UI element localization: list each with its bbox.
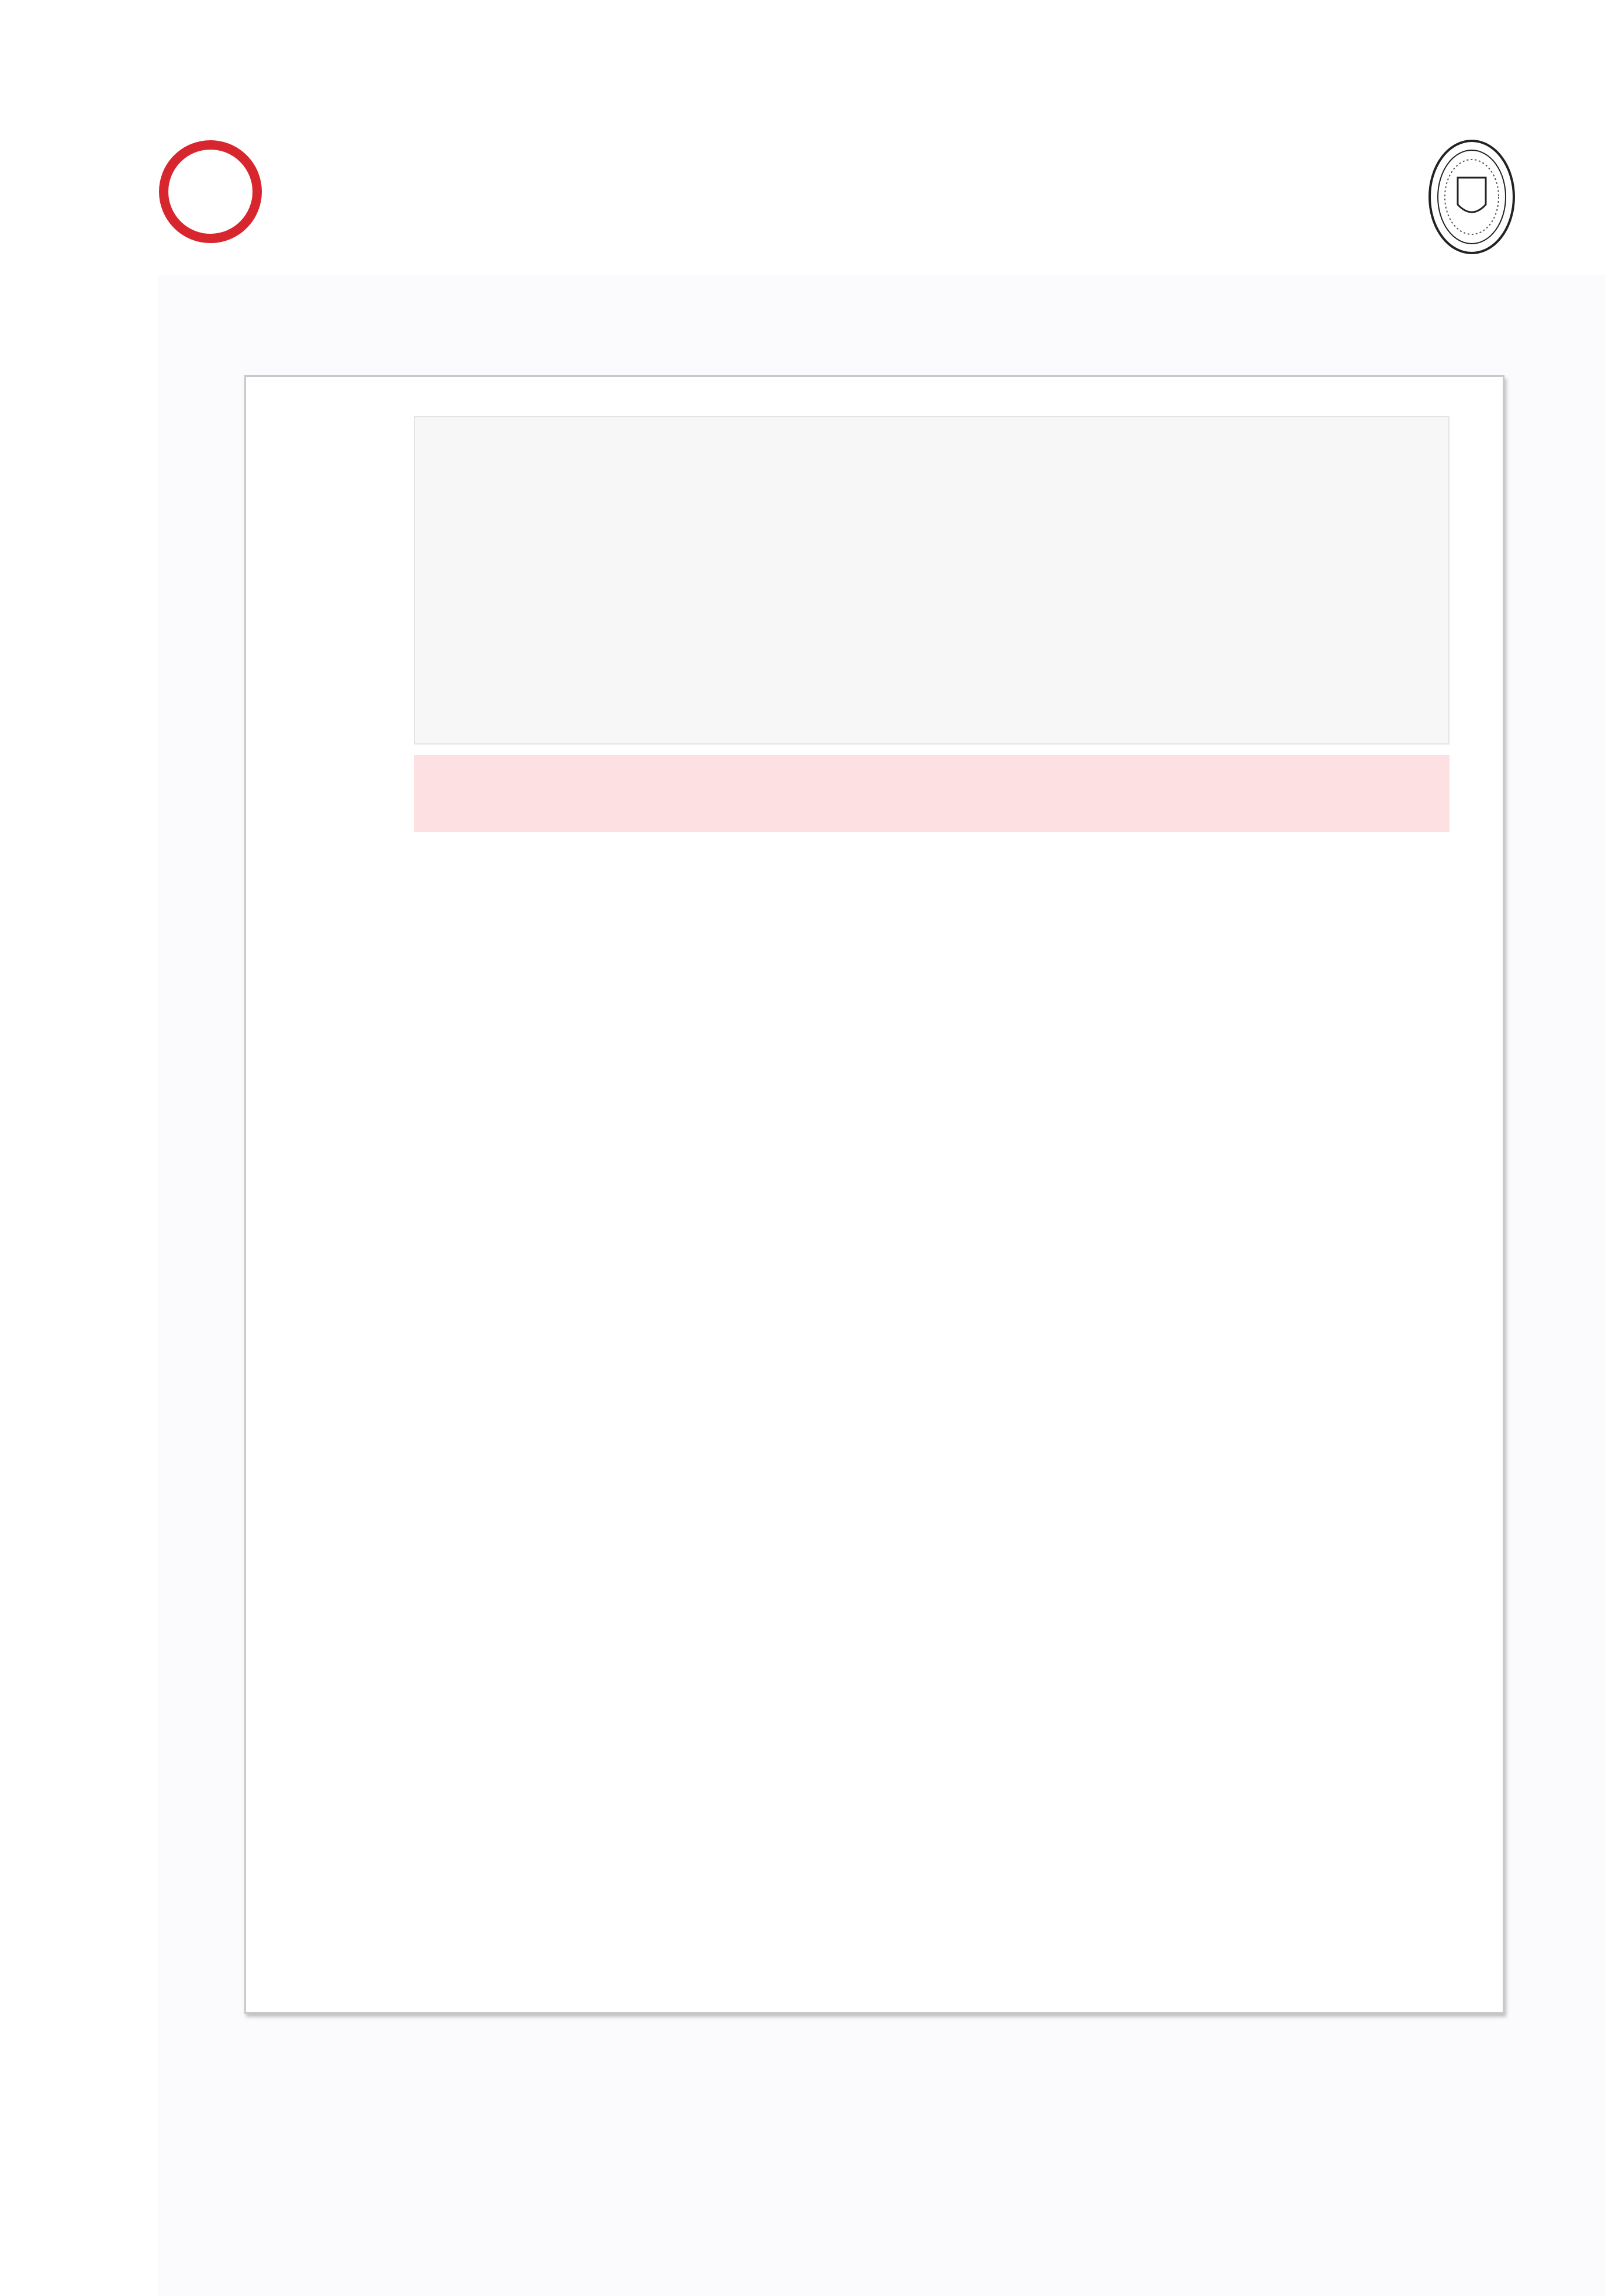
mackenzie-logo xyxy=(158,139,263,244)
code-cell xyxy=(414,416,1450,744)
plots-figure xyxy=(409,830,1455,1584)
warning-output xyxy=(414,755,1450,832)
mackenzie-seal xyxy=(1425,136,1518,258)
